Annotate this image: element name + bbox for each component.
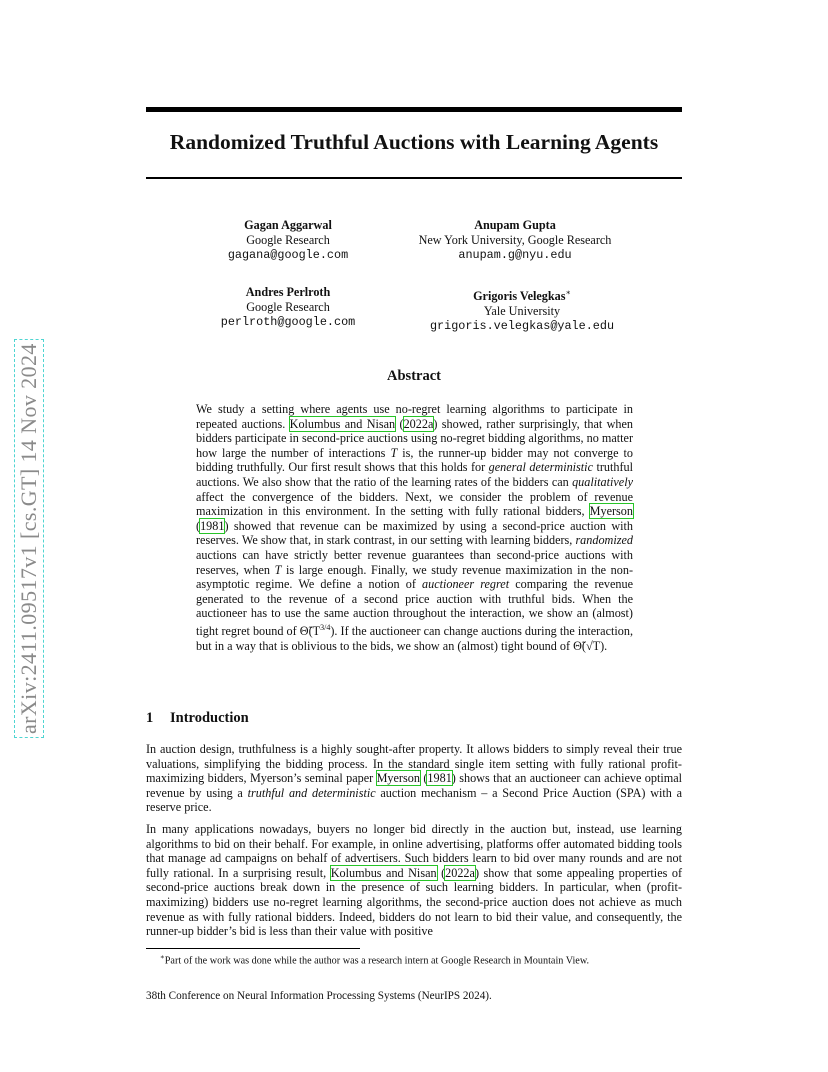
citation-year-link[interactable]: 2022a xyxy=(403,416,434,431)
venue-note: 38th Conference on Neural Information Processing Systems (NeurIPS 2024). xyxy=(146,990,492,1002)
author-block xyxy=(392,285,652,334)
paper-title: Randomized Truthful Auctions with Learning Agents xyxy=(169,130,659,154)
regret-bound-formula: $\Thetã(T^{3/4})$ xyxy=(299,622,335,638)
citation-year-link[interactable]: 1981 xyxy=(200,518,225,533)
author-email[interactable]: perlroth@google.com xyxy=(220,315,356,329)
arxiv-identifier: arXiv:2411.09517v1 [cs.GT] 14 Nov 2024 xyxy=(16,343,41,734)
author-name: Andres Perlroth xyxy=(245,285,331,299)
citation-year-link[interactable]: 2022a xyxy=(445,865,475,880)
citation-link[interactable]: Kolumbus and Nisan xyxy=(289,416,396,431)
section-heading: 1 Introduction xyxy=(146,710,249,726)
paragraph: In many applications nowadays, buyers no longer bid directly in the auction but, instead, use learning algorithms to bid on their behalf. For example, in online advertising, platforms offer automated bidding tools that manage ad campaigns on behalf of advertisers. Such bidders learn to bid over many rounds and are not fully rational. In a surprising result, Kolumbus and Nisan (2022a) show that some appealing properties of second-price auctions break down in the presence of such learning bidders. In particular, when (profit-maximizing) bidders use no-regret learning algorithms, the second-price auction does not achieve as much revenue as with fully rational bidders. Indeed, bidders do not learn to bid their value, and consequently, the runner-up bidder’s bid is less than their value with positive xyxy=(146,821,682,939)
footnote: ∗Part of the work was done while the author was a research intern at Google Research in Mountain View. xyxy=(160,953,590,967)
title-rule-bottom xyxy=(146,177,682,179)
footnote-rule xyxy=(146,948,360,949)
author-affiliation: Google Research xyxy=(246,300,330,314)
author-block xyxy=(385,218,645,263)
abstract-body: We study a setting where agents use no-regret learning algorithms to participate in repeated auctions. Kolumbus and Nisan (2022a) showed, rather surprisingly, that when bidders participate in second-price auctions using no-regret bidding algorithms, no matter how large the number of interactions T is, the runner-up bidder may not converge to bidding truthfully. Our first result shows that this holds for general deterministic truthful auctions. We also show that the ratio of the learning rates of the bidders can qualitatively affect the convergence of the bidders. Next, we consider the problem of revenue maximization in this environment. In the setting with fully rational bidders, Myerson (1981) showed that revenue can be maximized by using a second-price auction with reserves. We show that, in stark contrast, in our setting with learning bidders, randomized auctions can have strictly better revenue guarantees than second-price auctions with reserves, when T is large enough. Finally, we study revenue maximization in the non-asymptotic regime. We define a notion of auctioneer regret comparing the revenue generated to the revenue of a second price auction with truthful bids. When the auctioneer has to use the same auction throughout the interaction, we show an (almost) tight regret bound of $\Thetã(T^{3/4})$. If the auctioneer can change auctions during the interaction, but in a way that is oblivious to the bids, we show an (almost) tight bound of Θ̃(√T). xyxy=(196,402,634,653)
citation-link[interactable]: Kolumbus and Nisan xyxy=(330,865,437,880)
paragraph: In auction design, truthfulness is a highly sought-after property. It allows bidders to simply reveal their true valuations, simplifying the bidding process. In the standard single item setting with fully rational profit-maximizing bidders, Myerson’s seminal paper Myerson (1981) shows that an auctioneer can achieve optimal revenue by using a truthful and deterministic auction mechanism – a Second Price Auction (SPA) with a reserve price. xyxy=(146,742,683,815)
author-name: Gagan Aggarwal xyxy=(244,218,332,232)
author-affiliation: Google Research xyxy=(246,233,330,247)
abstract-heading: Abstract xyxy=(387,368,441,384)
citation-year-link[interactable]: 1981 xyxy=(427,771,452,786)
author-name: Anupam Gupta xyxy=(474,218,556,232)
author-affiliation: New York University, Google Research xyxy=(418,233,612,247)
citation-link[interactable]: Myerson xyxy=(376,771,420,786)
author-name: Grigoris Velegkas∗ xyxy=(473,288,571,304)
title-rule-top xyxy=(146,107,682,112)
introduction-body xyxy=(146,742,682,946)
regret-bound-formula: Θ̃(√T) xyxy=(573,638,605,653)
author-affiliation: Yale University xyxy=(483,304,561,319)
citation-link[interactable]: Myerson xyxy=(589,504,633,519)
author-email[interactable]: gagana@google.com xyxy=(227,248,349,262)
author-block xyxy=(158,285,418,330)
author-email[interactable]: grigoris.velegkas@yale.edu xyxy=(429,319,615,334)
author-email[interactable]: anupam.g@nyu.edu xyxy=(458,248,572,262)
author-block xyxy=(158,218,418,263)
